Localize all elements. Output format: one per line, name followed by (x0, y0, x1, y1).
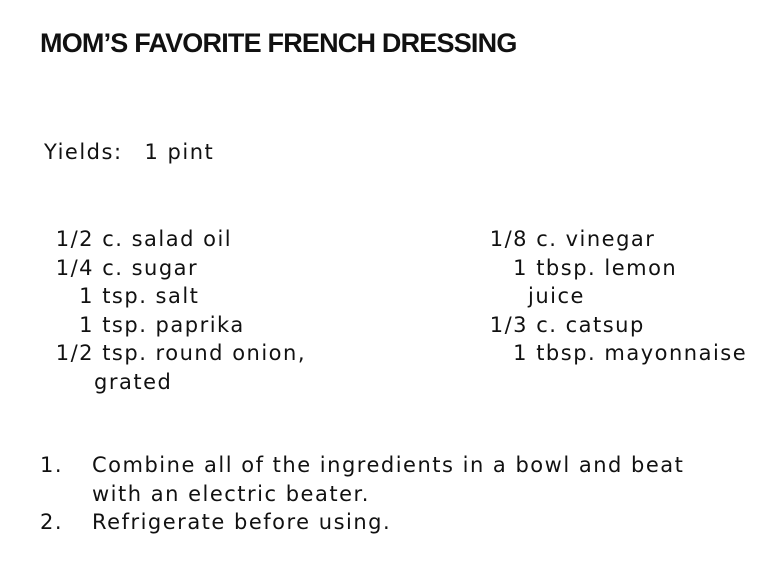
ingredient-name: tsp. salt (102, 284, 200, 309)
ingredient-name: c. salad oil (102, 227, 233, 251)
ingredient-name: tsp. round onion, grated (94, 339, 306, 396)
step-number: 2. (40, 510, 64, 534)
ingredient-quantity: 1 (513, 255, 528, 280)
ingredient-quantity: 1/4 (55, 255, 94, 280)
ingredient-row (478, 339, 747, 368)
step-text-continued: with an electric beater. (92, 481, 370, 506)
instructions-list (40, 451, 684, 537)
ingredient-name: tbsp. lemon juice (528, 254, 677, 311)
ingredient-name: c. vinegar (536, 227, 656, 251)
ingredients-left-column (44, 225, 306, 397)
ingredient-row (44, 339, 306, 396)
ingredient-row (44, 311, 306, 340)
ingredient-name: c. sugar (102, 255, 199, 280)
recipe-title: MOM’S FAVORITE FRENCH DRESSING (40, 28, 517, 58)
ingredient-row (478, 254, 747, 311)
ingredient-row (44, 254, 306, 283)
ingredient-name-continued: juice (528, 284, 585, 309)
step-text: Combine all of the ingredients in a bowl and beat with an electric beater. (92, 451, 684, 508)
ingredients-right-column (478, 225, 747, 368)
ingredient-name: c. catsup (536, 312, 645, 337)
ingredient-row (478, 311, 747, 340)
step-text: Refrigerate before using. (92, 510, 392, 534)
ingredient-quantity: 1/3 (489, 312, 528, 337)
ingredient-name: tsp. paprika (102, 312, 245, 337)
ingredient-quantity: 1/2 (55, 227, 94, 251)
ingredient-quantity: 1/2 (55, 341, 94, 366)
ingredient-name: tbsp. mayonnaise (536, 341, 748, 366)
instruction-step (40, 451, 684, 508)
ingredient-row (44, 225, 306, 254)
yields-line (44, 140, 214, 164)
ingredient-name-continued: grated (94, 369, 173, 394)
ingredient-quantity: 1/8 (489, 227, 528, 251)
ingredient-quantity: 1 (79, 284, 94, 309)
step-number: 1. (40, 453, 64, 477)
ingredient-quantity: 1 (513, 341, 528, 366)
yields-label: Yields: (44, 140, 123, 164)
ingredient-row (44, 282, 306, 311)
ingredient-quantity: 1 (79, 312, 94, 337)
ingredient-row (478, 225, 747, 254)
yields-value: 1 pint (144, 140, 215, 164)
instruction-step (40, 508, 684, 537)
